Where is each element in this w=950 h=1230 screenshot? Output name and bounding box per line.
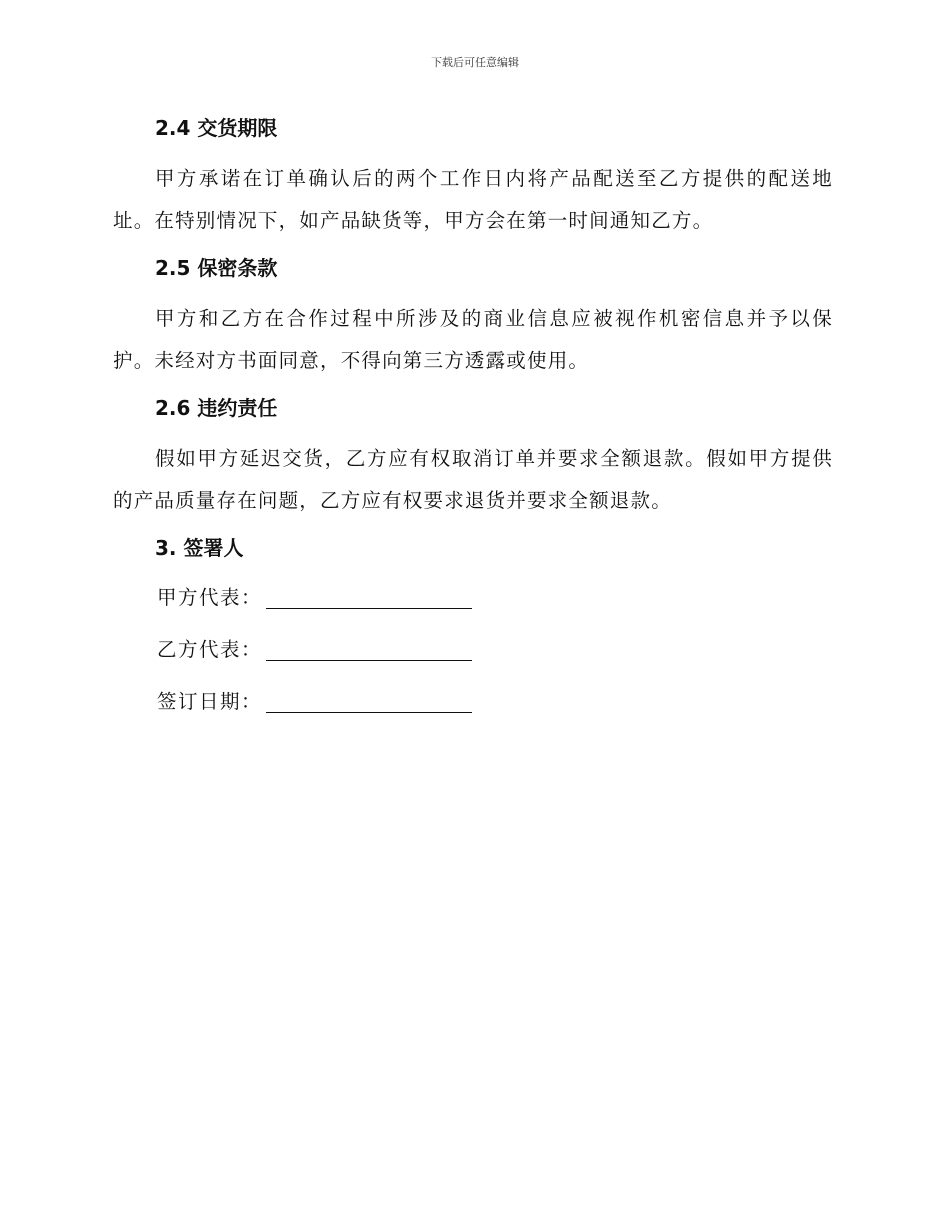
signing-date-line — [266, 682, 472, 713]
section-heading-breach: 2.6 违约责任 — [155, 396, 278, 420]
party-a-label: 甲方代表： — [157, 586, 263, 609]
document-body — [113, 112, 833, 734]
section-heading-delivery: 2.4 交货期限 — [155, 116, 278, 140]
party-a-signature-line — [266, 578, 472, 609]
party-b-label: 乙方代表： — [157, 638, 263, 661]
section-heading-signatories: 3. 签署人 — [155, 536, 244, 560]
signature-block — [113, 578, 833, 734]
signing-date-label: 签订日期： — [157, 690, 263, 713]
party-b-signature-row — [113, 630, 833, 682]
section-body-confidentiality: 甲方和乙方在合作过程中所涉及的商业信息应被视作机密信息并予以保护。未经对方书面同意，不得向第三方透露或使用。 — [113, 307, 833, 372]
party-b-signature-line — [266, 630, 472, 661]
page-header: 下载后可任意编辑 — [431, 56, 519, 69]
signing-date-row — [113, 682, 833, 734]
party-a-signature-row — [113, 578, 833, 630]
section-body-delivery: 甲方承诺在订单确认后的两个工作日内将产品配送至乙方提供的配送地址。在特别情况下，如产品缺货等，甲方会在第一时间通知乙方。 — [113, 167, 833, 232]
section-heading-confidentiality: 2.5 保密条款 — [155, 256, 278, 280]
section-body-breach: 假如甲方延迟交货，乙方应有权取消订单并要求全额退款。假如甲方提供的产品质量存在问题，乙方应有权要求退货并要求全额退款。 — [113, 447, 833, 512]
